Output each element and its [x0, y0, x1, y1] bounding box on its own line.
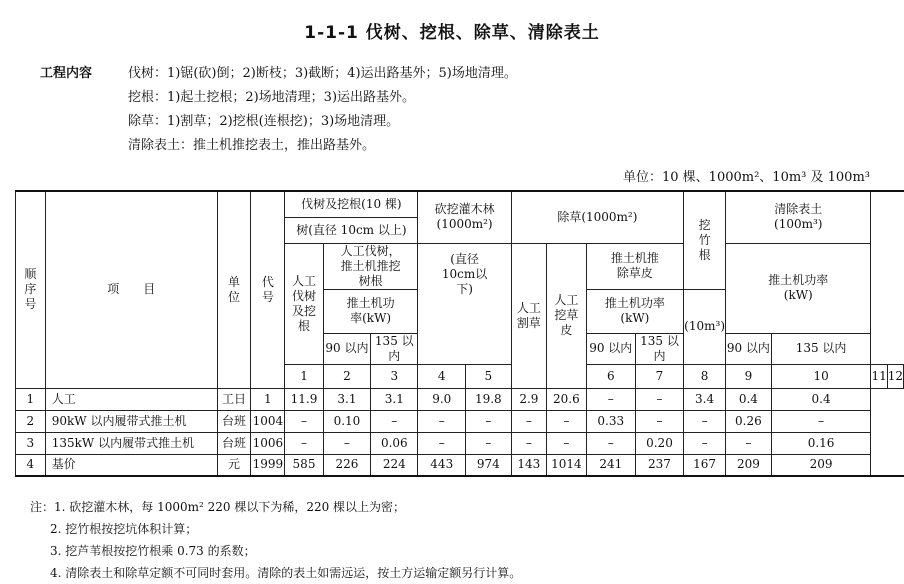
cell-value: – [635, 410, 683, 432]
header-t135: 135 以内 [771, 333, 871, 364]
col-num: 1 [285, 364, 323, 388]
table-row [16, 410, 904, 432]
cell-value: – [466, 432, 512, 454]
cell-value: 9.0 [418, 388, 466, 410]
cell-unit: 工日 [217, 388, 251, 410]
cell-value: 0.26 [726, 410, 772, 432]
cell-value: 1014 [547, 454, 587, 476]
col-num: 11 [871, 364, 887, 388]
cell-value: 20.6 [547, 388, 587, 410]
col-num: 3 [371, 364, 418, 388]
group-bull-fell: 人工伐树，推土机推挖树根 [323, 243, 418, 289]
cell-seq: 4 [16, 454, 46, 476]
table-row [16, 388, 904, 410]
cell-value: 3.1 [323, 388, 370, 410]
header-cut-grass: 人工割草 [511, 243, 546, 388]
note-4: 4. 清除表土和除草定额不可同时套用。清除的表土如需远运，按土方运输定额另行计算。 [50, 566, 522, 580]
cell-value: 167 [684, 454, 726, 476]
cell-code: 1999 [251, 454, 285, 476]
cell-value: 19.8 [466, 388, 512, 410]
content-line: 挖根：1)起土挖根；2)场地清理；3)运出路基外。 [128, 90, 416, 105]
header-item: 项 目 [45, 191, 217, 388]
cell-value: 0.4 [726, 388, 772, 410]
content-line: 除草：1)割草；2)挖根(连根挖)；3)场地清理。 [128, 114, 400, 129]
cell-value: 209 [726, 454, 772, 476]
table-row [16, 454, 904, 476]
cell-seq: 3 [16, 432, 46, 454]
col-num: 2 [323, 364, 370, 388]
cell-value: 443 [418, 454, 466, 476]
cell-unit: 元 [217, 454, 251, 476]
header-shrub-dia: (直径 10cm以下) [418, 243, 511, 364]
cell-value: 224 [371, 454, 418, 476]
content-line: 伐树：1)锯(砍)倒；2)断枝；3)截断；4)运出路基外；5)场地清理。 [128, 66, 517, 81]
cell-unit: 台班 [217, 410, 251, 432]
cell-item: 人工 [45, 388, 217, 410]
header-bamboo: 挖竹根 [684, 191, 726, 289]
group-weed: 除草(1000m²) [511, 191, 683, 243]
cell-value: – [726, 432, 772, 454]
cell-value: – [547, 432, 587, 454]
cell-value: – [285, 410, 323, 432]
group-tree: 树(直径 10cm 以上) [285, 217, 418, 243]
note-3: 3. 挖芦苇根按挖竹根乘 0.73 的系数； [50, 544, 256, 558]
cell-value: 0.4 [771, 388, 871, 410]
work-content [40, 62, 517, 158]
col-num: 12 [887, 364, 903, 388]
cell-value: – [547, 410, 587, 432]
cell-value: 237 [635, 454, 683, 476]
header-weed-power: 推土机功率(kW) [586, 289, 683, 333]
col-num: 8 [684, 364, 726, 388]
cell-value: – [323, 432, 370, 454]
cell-value: 226 [323, 454, 370, 476]
cell-value: – [418, 432, 466, 454]
header-topsoil-power: 推土机功率(kW) [726, 243, 871, 333]
cell-value: – [684, 432, 726, 454]
col-num: 5 [466, 364, 512, 388]
cell-value: – [511, 432, 546, 454]
cell-unit: 台班 [217, 432, 251, 454]
cell-value: 209 [771, 454, 871, 476]
cell-value: 0.06 [371, 432, 418, 454]
cell-value: 974 [466, 454, 512, 476]
table-row [16, 432, 904, 454]
cell-value: – [684, 410, 726, 432]
header-w135: 135 以内 [635, 333, 683, 364]
header-p90: 90 以内 [323, 333, 370, 364]
cell-value: 0.16 [771, 432, 871, 454]
cell-code: 1006 [251, 432, 285, 454]
cell-value: 0.20 [635, 432, 683, 454]
quota-table [15, 190, 904, 477]
header-w90: 90 以内 [586, 333, 635, 364]
cell-value: – [586, 388, 635, 410]
cell-value: 3.1 [371, 388, 418, 410]
col-num: 9 [726, 364, 772, 388]
cell-value: – [371, 410, 418, 432]
col-num: 6 [586, 364, 635, 388]
header-dig-turf: 人工挖草皮 [547, 243, 587, 388]
cell-value: 11.9 [285, 388, 323, 410]
cell-value: 0.33 [586, 410, 635, 432]
cell-value: 241 [586, 454, 635, 476]
cell-value: – [511, 410, 546, 432]
col-num: 4 [418, 364, 466, 388]
header-t90: 90 以内 [726, 333, 772, 364]
group-shrub: 砍挖灌木林(1000m²) [418, 191, 511, 243]
cell-value: – [771, 410, 871, 432]
cell-value: – [285, 432, 323, 454]
content-label: 工程内容 [40, 66, 93, 81]
cell-value: – [635, 388, 683, 410]
col-num: 10 [771, 364, 871, 388]
header-code: 代号 [251, 191, 285, 388]
cell-value: 0.10 [323, 410, 370, 432]
group-topsoil: 清除表土(100m³) [726, 191, 871, 243]
cell-value: 585 [285, 454, 323, 476]
page-title: 1-1-1 伐树、挖根、除草、清除表土 [304, 23, 600, 43]
notes [30, 496, 521, 584]
cell-item: 135kW 以内履带式推土机 [45, 432, 217, 454]
header-fell-power: 推土机功率(kW) [323, 289, 418, 333]
cell-value: – [466, 410, 512, 432]
group-bull-weed: 推土机推除草皮 [586, 243, 683, 289]
header-manual-fell: 人工伐树及挖根 [285, 243, 323, 364]
cell-seq: 2 [16, 410, 46, 432]
cell-value: 2.9 [511, 388, 546, 410]
cell-value: 143 [511, 454, 546, 476]
cell-item: 基价 [45, 454, 217, 476]
header-bamboo-unit: (10m³) [684, 289, 726, 364]
cell-code: 1004 [251, 410, 285, 432]
cell-code: 1 [251, 388, 285, 410]
cell-value: – [586, 432, 635, 454]
content-line: 清除表土：推土机推挖表土，推出路基外。 [128, 138, 376, 153]
col-num: 7 [635, 364, 683, 388]
header-seq: 顺序号 [16, 191, 46, 388]
group-fell: 伐树及挖根(10 棵) [285, 191, 418, 217]
note-1: 注：1. 砍挖灌木林，每 1000m² 220 棵以下为稀，220 棵以上为密； [30, 500, 406, 514]
cell-value: 3.4 [684, 388, 726, 410]
cell-seq: 1 [16, 388, 46, 410]
cell-value: – [418, 410, 466, 432]
note-2: 2. 挖竹根按挖坑体积计算； [50, 522, 198, 536]
cell-item: 90kW 以内履带式推土机 [45, 410, 217, 432]
unit-note: 单位：10 棵、1000m²、10m³ 及 100m³ [623, 170, 870, 185]
header-unit: 单位 [217, 191, 251, 388]
header-p135: 135 以内 [371, 333, 418, 364]
